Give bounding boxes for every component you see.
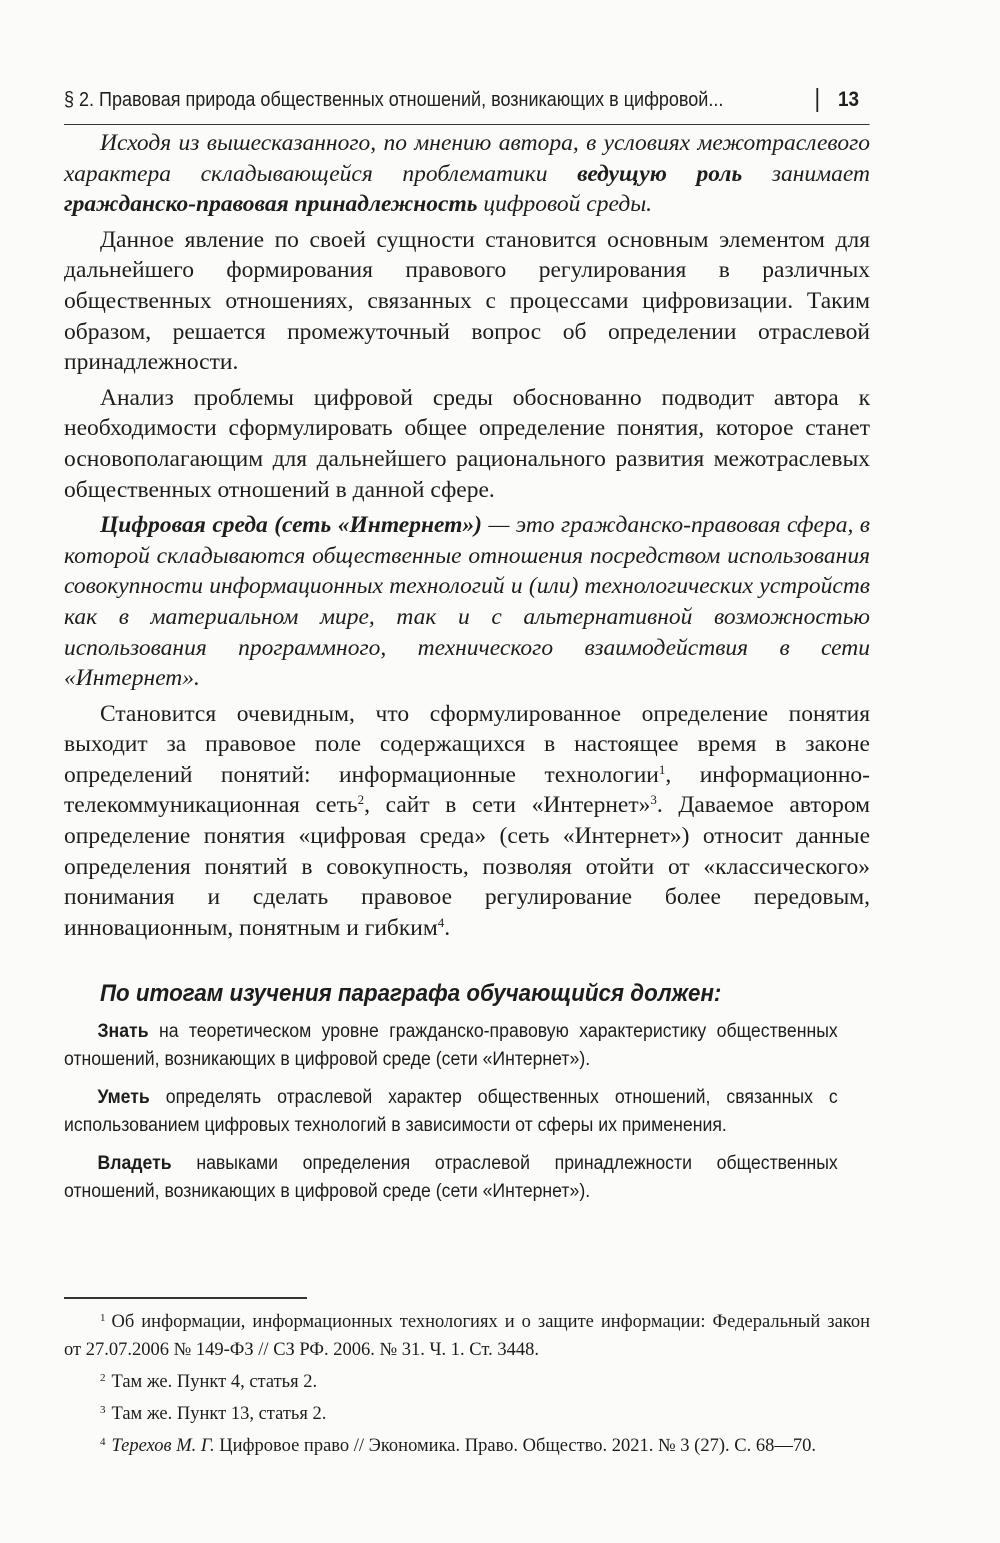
footnote-divider	[64, 1297, 307, 1299]
footnote-ref-4[interactable]: 4	[437, 914, 445, 930]
defined-term: Цифровая среда (сеть «Интернет»)	[100, 512, 482, 539]
outcome-know: Знать на теоретическом уровне гражданско-правовую характеристику общественных отношений, возникающих в цифровой среде (сети «Интернет»).	[64, 1021, 838, 1070]
footnote-4: $^4$ Терехов М. Г. Цифровое право // Экономика. Право. Общество. 2021. № 3 (27). С. 68—70.	[100, 1436, 816, 1456]
learning-outcomes	[64, 980, 906, 1216]
header-divider	[816, 88, 818, 112]
paragraph-phenomenon: Данное явление по своей сущности становится основным элементом для дальнейшего формирования правового регулирования в различных общественных отношениях, связанных с процессами цифровизации. Таким образом, решается промежуточный вопрос об определении отраслевой принадлежности.	[64, 226, 870, 376]
section-title: § 2. Правовая природа общественных отношений, возникающих в цифровой...	[64, 89, 724, 111]
page-number: 13	[838, 88, 860, 111]
footnote-ref-2[interactable]: 2	[357, 792, 365, 808]
paragraph-analysis: Анализ проблемы цифровой среды обоснованно подводит автора к необходимости сформулировать общее определение понятия, которое станет основополагающим для дальнейшего рационального развития межотраслевых общественных отношений в данной сфере.	[64, 384, 870, 503]
main-text	[64, 128, 870, 943]
footnote-ref-1[interactable]: 1	[658, 761, 666, 777]
paragraph-definition: Цифровая среда (сеть «Интернет») — это гражданско-правовая сфера, в которой складываются общественные отношения посредством использования совокупности информационных технологий и (или) технологических устройств как в материальном мире, так и с альтернативной возможностью использования программного, технического взаимодействия в сети «Интернет».	[64, 512, 870, 692]
footnote-author: Терехов М. Г.	[111, 1436, 215, 1456]
emphasis-civil-law: гражданско-правовая принадлежность	[64, 191, 478, 218]
book-page	[64, 0, 870, 1543]
footnote-ref-3[interactable]: 3	[650, 792, 657, 808]
footnote-3: $^3$ Там же. Пункт 13, статья 2.	[100, 1404, 327, 1424]
footnotes	[64, 1308, 870, 1464]
paragraph-conclusion: Исходя из вышесказанного, по мнению автора, в условиях межотраслевого характера складывающейся проблематики ведущую роль занимает гражданско-правовая принадлежность цифровой среды.	[64, 130, 871, 218]
outcomes-heading: По итогам изучения параграфа обучающийся должен:	[100, 980, 722, 1007]
paragraph-evident: Становится очевидным, что сформулированное определение понятия выходит за правовое поле содержащихся в настоящее время в законе определений понятий: информационные технологии$^1$, информационно-телекоммуникационная сеть$^2$, сайт в сети «Интернет»$^3$. Даваемое автором определение понятия «цифровая среда» (сеть «Интернет») относит данные определения понятий в совокупность, позволяя отойти от «классического» понимания и сделать правовое регулирование более передовым, инновационным, понятным и гибким$^4$.	[64, 700, 871, 941]
running-header	[64, 84, 870, 125]
footnote-2: $^2$ Там же. Пункт 4, статья 2.	[100, 1372, 318, 1392]
emphasis-leading-role: ведущую роль	[577, 160, 743, 187]
footnote-1: $^1$ Об информации, информационных технологиях и о защите информации: Федеральный закон от 27.07.2006 № 149-ФЗ // СЗ РФ. 2006. № 31. Ч. 1. Ст. 3448.	[64, 1312, 870, 1360]
outcome-own: Владеть навыками определения отраслевой принадлежности общественных отношений, возникающих в цифровой среде (сети «Интернет»).	[64, 1153, 838, 1202]
outcome-can: Уметь определять отраслевой характер общественных отношений, связанных с использованием цифровых технологий в зависимости от сферы их применения.	[64, 1087, 838, 1136]
